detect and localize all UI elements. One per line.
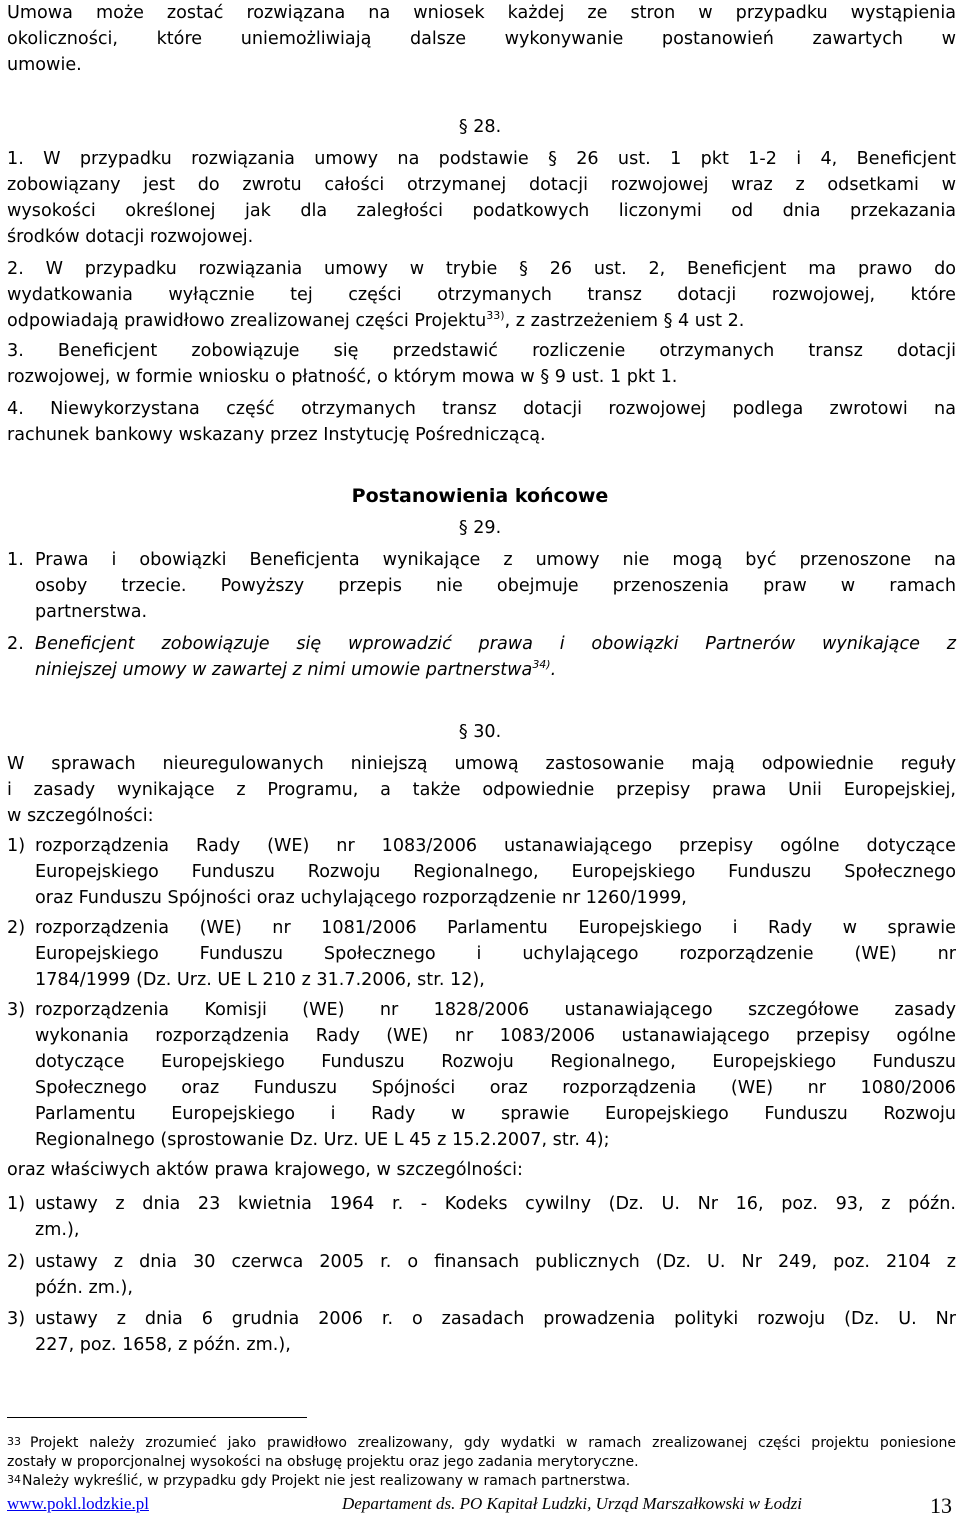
text-fragment: niniejszej umowy w zawartej z nimi umowie partnerstwa <box>35 660 533 680</box>
text-line: rozporządzenia (WE) nr 1081/2006 Parlamentu Europejskiego i Rady w sprawie <box>35 918 956 938</box>
text-line: ustawy z dnia 6 grudnia 2006 r. o zasadach prowadzenia polityki rozwoju (Dz. U. Nr <box>35 1309 956 1329</box>
text-line: środków dotacji rozwojowej. <box>7 227 254 247</box>
item-number: 1. <box>7 550 24 570</box>
item-number: 3) <box>7 1309 26 1329</box>
text-line: dotyczące Europejskiego Funduszu Rozwoju Regionalnego, Europejskiego Funduszu <box>35 1052 956 1072</box>
text-line: okoliczności, które uniemożliwiają dalsze wykonywanie postanowień zawartych w <box>7 29 956 49</box>
text-line: umowie. <box>7 55 82 75</box>
text-line: ustawy z dnia 30 czerwca 2005 r. o finansach publicznych (Dz. U. Nr 249, poz. 2104 z <box>35 1252 956 1272</box>
item-number: 3) <box>7 1000 26 1020</box>
text-line: w szczególności: <box>7 806 154 826</box>
section-heading: Postanowienia końcowe <box>351 485 609 507</box>
text-fragment: odpowiadają prawidłowo zrealizowanej części Projektu <box>7 311 487 331</box>
text-line: partnerstwa. <box>35 602 148 622</box>
section-29-heading: § 29. <box>458 518 502 538</box>
text-line: Społecznego oraz Funduszu Spójności oraz rozporządzenia (WE) nr 1080/2006 <box>35 1078 956 1098</box>
text-line: Umowa może zostać rozwiązana na wniosek każdej ze stron w przypadku wystąpienia <box>7 3 956 23</box>
text-line: 3. Beneficjent zobowiązuje się przedstawić rozliczenie otrzymanych transz dotacji <box>7 341 956 361</box>
footnote-number: 34 <box>7 1473 21 1486</box>
footer-department: Departament ds. PO Kapitał Ludzki, Urząd Marszałkowski w Łodzi <box>342 1494 802 1513</box>
footnote-number: 33 <box>7 1435 21 1448</box>
section-28-heading: § 28. <box>458 117 502 137</box>
text-line: rozwojowej, w formie wniosku o płatność, o którym mowa w § 9 ust. 1 pkt 1. <box>7 367 678 387</box>
text-line: oraz właściwych aktów prawa krajowego, w szczególności: <box>7 1160 523 1180</box>
text-line: rachunek bankowy wskazany przez Instytucję Pośredniczącą. <box>7 425 546 445</box>
text-line: osoby trzecie. Powyższy przepis nie obejmuje przenoszenia praw w ramach <box>35 576 956 596</box>
text-line: wykonania rozporządzenia Rady (WE) nr 1083/2006 ustanawiającego przepisy ogólne <box>35 1026 956 1046</box>
text-line: późn. zm.), <box>35 1278 133 1298</box>
item-number: 1) <box>7 1194 26 1214</box>
footnote-ref-33: 33) <box>486 309 505 322</box>
text-line: Europejskiego Funduszu Społecznego i uchylającego rozporządzenie (WE) nr <box>35 944 956 964</box>
footnote-text: zostały w proporcjonalnej wysokości na obsługę projektu oraz jego zadania merytoryczne. <box>7 1454 639 1470</box>
text-line: Beneficjent zobowiązuje się wprowadzić prawa i obowiązki Partnerów wynikające z <box>35 634 956 654</box>
text-fragment: . <box>550 660 557 680</box>
text-line: Europejskiego Funduszu Rozwoju Regionalnego, Europejskiego Funduszu Społecznego <box>35 862 956 882</box>
text-line: i zasady wynikające z Programu, a także odpowiednie przepisy prawa Unii Europejskiej, <box>7 780 956 800</box>
text-line: 2. W przypadku rozwiązania umowy w trybie § 26 ust. 2, Beneficjent ma prawo do <box>7 259 956 279</box>
text-fragment: , z zastrzeżeniem § 4 ust 2. <box>504 311 745 331</box>
text-line: rozporządzenia Komisji (WE) nr 1828/2006 ustanawiającego szczegółowe zasady <box>35 1000 956 1020</box>
item-number: 2. <box>7 634 24 654</box>
page-number: 13 <box>930 1493 952 1518</box>
footnote-ref-34: 34) <box>532 658 551 671</box>
text-line: wysokości określonej jak dla zaległości podatkowych liczonymi od dnia przekazania <box>7 201 956 221</box>
text-line: ustawy z dnia 23 kwietnia 1964 r. - Kodeks cywilny (Dz. U. Nr 16, poz. 93, z późn. <box>35 1194 956 1214</box>
text-line: 4. Niewykorzystana część otrzymanych transz dotacji rozwojowej podlega zwrotowi na <box>7 399 956 419</box>
item-number: 2) <box>7 918 26 938</box>
section-30-heading: § 30. <box>458 722 502 742</box>
text-line: Parlamentu Europejskiego i Rady w sprawie Europejskiego Funduszu Rozwoju <box>35 1104 956 1124</box>
text-line <box>35 657 956 683</box>
text-line: Prawa i obowiązki Beneficjenta wynikające z umowy nie mogą być przenoszone na <box>35 550 956 570</box>
item-number: 2) <box>7 1252 26 1272</box>
text-line <box>7 308 956 334</box>
text-line: 1784/1999 (Dz. Urz. UE L 210 z 31.7.2006, str. 12), <box>35 970 485 990</box>
text-line: zm.), <box>35 1220 80 1240</box>
footnote-separator <box>7 1417 307 1418</box>
website-link[interactable]: www.pokl.lodzkie.pl <box>7 1494 149 1513</box>
text-line: W sprawach nieuregulowanych niniejszą umową zastosowanie mają odpowiednie reguły <box>7 754 956 774</box>
text-line: zobowiązany jest do zwrotu całości otrzymanej dotacji rozwojowej wraz z odsetkami w <box>7 175 956 195</box>
footnote-text: Należy wykreślić, w przypadku gdy Projekt nie jest realizowany w ramach partnerstwa. <box>22 1473 631 1489</box>
text-line: Regionalnego (sprostowanie Dz. Urz. UE L 45 z 15.2.2007, str. 4); <box>35 1130 610 1150</box>
text-line: 227, poz. 1658, z późn. zm.), <box>35 1335 291 1355</box>
item-number: 1) <box>7 836 26 856</box>
text-line: 1. W przypadku rozwiązania umowy na podstawie § 26 ust. 1 pkt 1-2 i 4, Beneficjent <box>7 149 956 169</box>
text-line: wydatkowania wyłącznie tej części otrzymanych transz dotacji rozwojowej, które <box>7 285 956 305</box>
text-line: rozporządzenia Rady (WE) nr 1083/2006 ustanawiającego przepisy ogólne dotyczące <box>35 836 956 856</box>
text-line: oraz Funduszu Spójności oraz uchylającego rozporządzenie nr 1260/1999, <box>35 888 687 908</box>
footnote-text: Projekt należy zrozumieć jako prawidłowo zrealizowany, gdy wydatki w ramach zrealizowanej części projektu poniesione <box>30 1435 956 1451</box>
